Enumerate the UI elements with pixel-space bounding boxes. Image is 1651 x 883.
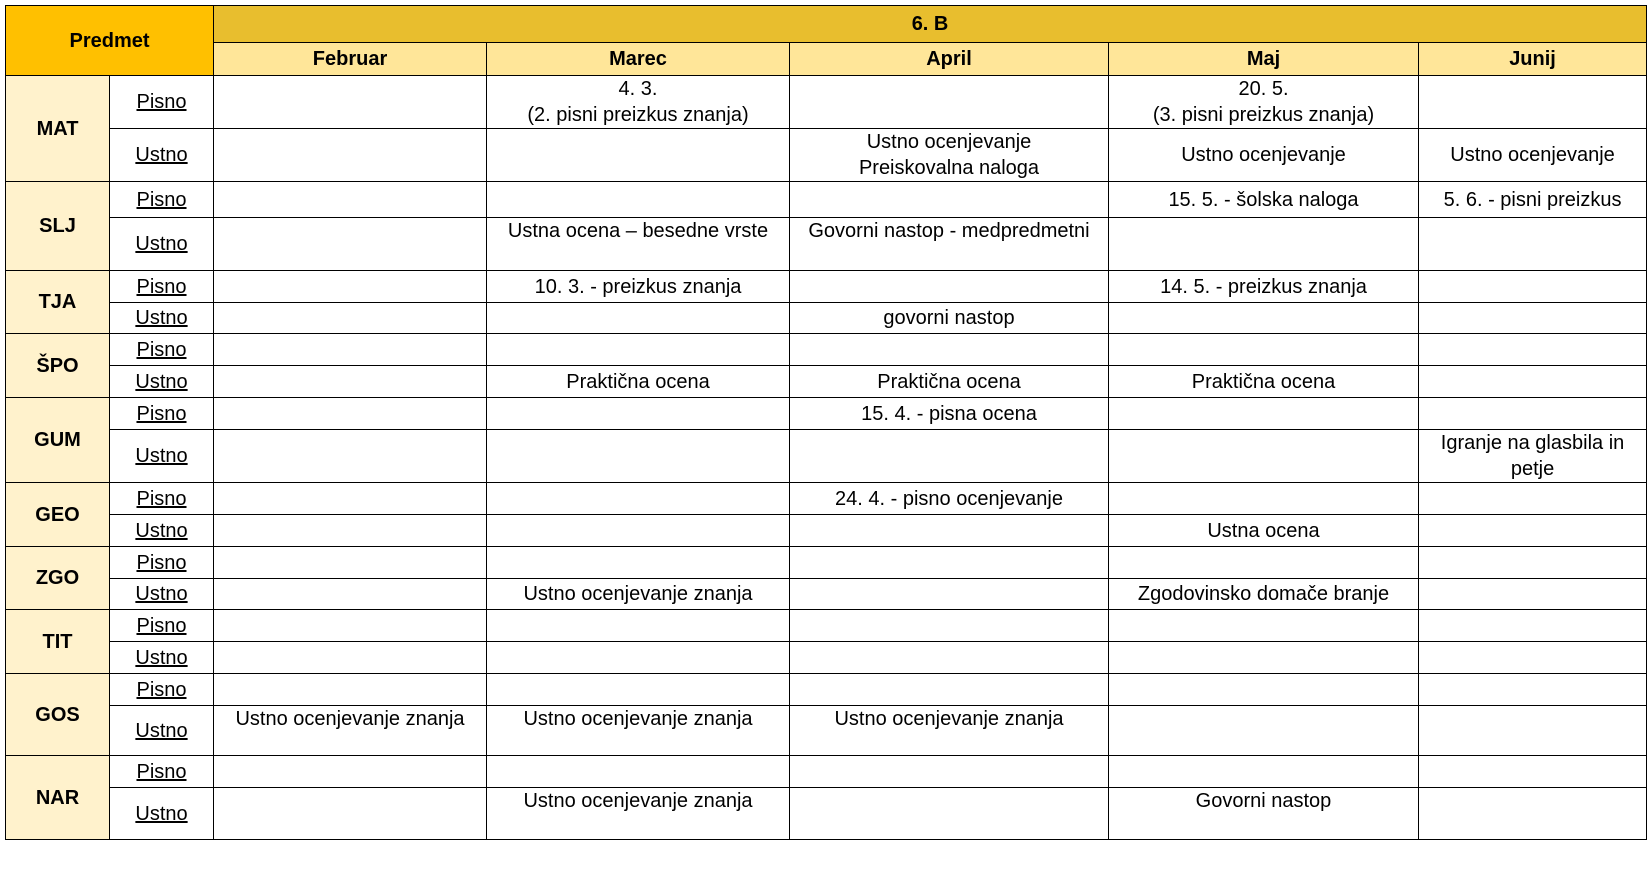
subject-label: MAT bbox=[6, 76, 110, 182]
schedule-cell bbox=[487, 303, 790, 334]
cell-text: Ustno ocenjevanje znanja bbox=[523, 708, 753, 730]
schedule-cell bbox=[487, 547, 790, 579]
subject-label: TIT bbox=[6, 610, 110, 674]
schedule-cell bbox=[1419, 579, 1647, 610]
schedule-cell bbox=[1419, 271, 1647, 303]
schedule-cell bbox=[214, 706, 487, 756]
cell-text: Govorni nastop bbox=[1195, 790, 1332, 812]
schedule-cell bbox=[214, 182, 487, 218]
table-row bbox=[6, 398, 1647, 430]
schedule-cell bbox=[1109, 674, 1419, 706]
cell-text: Ustno ocenjevanje bbox=[1181, 144, 1346, 166]
cell-text: Praktična ocena bbox=[1191, 370, 1336, 393]
cell-text: Zgodovinsko domače branje bbox=[1137, 583, 1390, 605]
schedule-cell bbox=[790, 515, 1109, 547]
schedule-cell bbox=[214, 218, 487, 271]
assessment-type: Pisno bbox=[110, 674, 214, 706]
schedule-cell bbox=[790, 579, 1109, 610]
assessment-type: Pisno bbox=[110, 271, 214, 303]
schedule-cell bbox=[1109, 271, 1419, 303]
schedule-cell bbox=[214, 271, 487, 303]
schedule-cell bbox=[790, 642, 1109, 674]
table-row bbox=[6, 610, 1647, 642]
schedule-cell bbox=[1419, 642, 1647, 674]
cell-text: 15. 5. - šolska naloga bbox=[1168, 188, 1359, 211]
cell-text: 20. 5. bbox=[1238, 78, 1289, 100]
schedule-cell bbox=[1109, 303, 1419, 334]
schedule-cell bbox=[1109, 579, 1419, 610]
cell-text: 24. 4. - pisno ocenjevanje bbox=[835, 487, 1063, 510]
subject-label: SLJ bbox=[6, 182, 110, 271]
assessment-type: Ustno bbox=[110, 579, 214, 610]
cell-text: 4. 3. bbox=[618, 78, 658, 100]
schedule-cell bbox=[214, 642, 487, 674]
schedule-cell bbox=[790, 674, 1109, 706]
schedule-cell bbox=[1419, 334, 1647, 366]
schedule-cell bbox=[487, 271, 790, 303]
schedule-cell bbox=[1419, 366, 1647, 398]
cell-text: petje bbox=[1510, 458, 1555, 480]
schedule-table bbox=[5, 5, 1647, 840]
schedule-cell bbox=[790, 483, 1109, 515]
schedule-cell bbox=[487, 483, 790, 515]
schedule-cell bbox=[1419, 706, 1647, 756]
schedule-cell bbox=[790, 76, 1109, 129]
cell-text: Praktična ocena bbox=[877, 370, 1021, 393]
schedule-cell bbox=[1419, 430, 1647, 483]
cell-text: Ustno ocenjevanje bbox=[866, 131, 1032, 153]
schedule-cell bbox=[1109, 334, 1419, 366]
schedule-cell bbox=[1109, 610, 1419, 642]
table-row bbox=[6, 788, 1647, 840]
table-row bbox=[6, 706, 1647, 756]
assessment-type: Ustno bbox=[110, 366, 214, 398]
subject-label: GOS bbox=[6, 674, 110, 756]
schedule-cell bbox=[214, 483, 487, 515]
cell-text: (2. pisni preizkus znanja) bbox=[527, 104, 749, 126]
assessment-type: Pisno bbox=[110, 547, 214, 579]
assessment-type: Pisno bbox=[110, 398, 214, 430]
schedule-cell bbox=[790, 334, 1109, 366]
schedule-cell bbox=[1109, 642, 1419, 674]
cell-text: 15. 4. - pisna ocena bbox=[861, 402, 1037, 425]
assessment-type: Pisno bbox=[110, 610, 214, 642]
table-row bbox=[6, 334, 1647, 366]
schedule-cell bbox=[1419, 788, 1647, 840]
schedule-cell bbox=[1109, 218, 1419, 271]
schedule-cell bbox=[214, 547, 487, 579]
schedule-cell bbox=[214, 788, 487, 840]
predmet-header: Predmet bbox=[6, 6, 214, 76]
schedule-cell bbox=[487, 366, 790, 398]
schedule-cell bbox=[1109, 182, 1419, 218]
schedule-cell bbox=[487, 515, 790, 547]
schedule-cell bbox=[487, 398, 790, 430]
schedule-cell bbox=[1419, 515, 1647, 547]
schedule-cell bbox=[1419, 182, 1647, 218]
month-header: April bbox=[790, 43, 1109, 76]
cell-text: Ustno ocenjevanje znanja bbox=[523, 790, 753, 812]
table-row bbox=[6, 756, 1647, 788]
schedule-cell bbox=[1109, 129, 1419, 182]
assessment-type: Ustno bbox=[110, 303, 214, 334]
schedule-cell bbox=[1419, 674, 1647, 706]
schedule-cell bbox=[1419, 610, 1647, 642]
schedule-cell bbox=[487, 642, 790, 674]
cell-text: Ustno ocenjevanje znanja bbox=[834, 708, 1064, 730]
schedule-cell bbox=[790, 756, 1109, 788]
schedule-cell bbox=[1109, 706, 1419, 756]
schedule-cell bbox=[1419, 303, 1647, 334]
schedule-cell bbox=[487, 334, 790, 366]
schedule-cell bbox=[487, 706, 790, 756]
assessment-type: Ustno bbox=[110, 430, 214, 483]
table-row bbox=[6, 579, 1647, 610]
schedule-cell bbox=[790, 271, 1109, 303]
schedule-cell bbox=[214, 76, 487, 129]
schedule-cell bbox=[487, 756, 790, 788]
schedule-cell bbox=[1419, 398, 1647, 430]
schedule-cell bbox=[1109, 76, 1419, 129]
assessment-type: Ustno bbox=[110, 706, 214, 756]
month-header: Februar bbox=[214, 43, 487, 76]
schedule-cell bbox=[487, 674, 790, 706]
schedule-cell bbox=[1109, 756, 1419, 788]
cell-text: Ustno ocenjevanje znanja bbox=[523, 583, 753, 605]
schedule-cell bbox=[487, 218, 790, 271]
cell-text: 5. 6. - pisni preizkus bbox=[1443, 188, 1622, 211]
subject-label: ZGO bbox=[6, 547, 110, 610]
cell-text: 10. 3. - preizkus znanja bbox=[534, 275, 742, 298]
cell-text: Igranje na glasbila in bbox=[1440, 432, 1625, 454]
table-row bbox=[6, 76, 1647, 129]
schedule-cell bbox=[1419, 76, 1647, 129]
schedule-cell bbox=[1419, 129, 1647, 182]
schedule-cell bbox=[487, 182, 790, 218]
assessment-type: Ustno bbox=[110, 642, 214, 674]
assessment-type: Ustno bbox=[110, 129, 214, 182]
schedule-cell bbox=[487, 788, 790, 840]
schedule-cell bbox=[790, 610, 1109, 642]
schedule-cell bbox=[1419, 756, 1647, 788]
cell-text: Ustno ocenjevanje znanja bbox=[235, 708, 465, 730]
table-row bbox=[6, 182, 1647, 218]
table-row bbox=[6, 271, 1647, 303]
schedule-cell bbox=[1109, 366, 1419, 398]
schedule-cell bbox=[214, 129, 487, 182]
assessment-type: Pisno bbox=[110, 483, 214, 515]
schedule-cell bbox=[790, 398, 1109, 430]
schedule-cell bbox=[790, 366, 1109, 398]
subject-label: GEO bbox=[6, 483, 110, 547]
schedule-cell bbox=[790, 182, 1109, 218]
assessment-type: Pisno bbox=[110, 182, 214, 218]
month-header: Marec bbox=[487, 43, 790, 76]
schedule-cell bbox=[214, 756, 487, 788]
cell-text: Govorni nastop - medpredmetni bbox=[808, 220, 1090, 242]
schedule-cell bbox=[214, 579, 487, 610]
schedule-cell bbox=[1109, 547, 1419, 579]
table-row bbox=[6, 303, 1647, 334]
table-row bbox=[6, 547, 1647, 579]
schedule-cell bbox=[214, 334, 487, 366]
schedule-cell bbox=[487, 579, 790, 610]
assessment-type: Pisno bbox=[110, 334, 214, 366]
schedule-cell bbox=[1109, 515, 1419, 547]
table-row bbox=[6, 366, 1647, 398]
table-row bbox=[6, 483, 1647, 515]
schedule-cell bbox=[214, 366, 487, 398]
table-row bbox=[6, 218, 1647, 271]
table-row bbox=[6, 674, 1647, 706]
subject-label: TJA bbox=[6, 271, 110, 334]
schedule-cell bbox=[1419, 547, 1647, 579]
cell-text: Ustno ocenjevanje bbox=[1450, 144, 1615, 166]
cell-text: 14. 5. - preizkus znanja bbox=[1160, 275, 1367, 298]
assessment-type: Ustno bbox=[110, 515, 214, 547]
schedule-cell bbox=[1419, 483, 1647, 515]
schedule-cell bbox=[790, 547, 1109, 579]
schedule-cell bbox=[487, 430, 790, 483]
schedule-cell bbox=[790, 303, 1109, 334]
subject-label: NAR bbox=[6, 756, 110, 840]
table-row bbox=[6, 515, 1647, 547]
cell-text: govorni nastop bbox=[883, 307, 1015, 329]
schedule-cell bbox=[1109, 788, 1419, 840]
assessment-type: Pisno bbox=[110, 756, 214, 788]
table-row bbox=[6, 642, 1647, 674]
schedule-cell bbox=[214, 303, 487, 334]
cell-text: Ustna ocena – besedne vrste bbox=[507, 220, 769, 242]
schedule-cell bbox=[487, 76, 790, 129]
schedule-cell bbox=[214, 430, 487, 483]
schedule-cell bbox=[790, 788, 1109, 840]
schedule-cell bbox=[487, 610, 790, 642]
cell-text: Praktična ocena bbox=[566, 370, 710, 393]
schedule-cell bbox=[214, 515, 487, 547]
month-header: Junij bbox=[1419, 43, 1647, 76]
assessment-type: Ustno bbox=[110, 788, 214, 840]
schedule-cell bbox=[214, 610, 487, 642]
class-title: 6. B bbox=[214, 6, 1647, 43]
table-row bbox=[6, 430, 1647, 483]
schedule-cell bbox=[214, 398, 487, 430]
schedule-cell bbox=[790, 706, 1109, 756]
schedule-cell bbox=[1109, 398, 1419, 430]
cell-text: Ustna ocena bbox=[1207, 519, 1320, 542]
assessment-type: Pisno bbox=[110, 76, 214, 129]
table-row bbox=[6, 129, 1647, 182]
schedule-cell bbox=[790, 430, 1109, 483]
subject-label: GUM bbox=[6, 398, 110, 483]
schedule-cell bbox=[790, 129, 1109, 182]
schedule-cell bbox=[1109, 430, 1419, 483]
cell-text: Preiskovalna naloga bbox=[858, 157, 1040, 179]
schedule-cell bbox=[1109, 483, 1419, 515]
cell-text: (3. pisni preizkus znanja) bbox=[1152, 104, 1375, 126]
schedule-cell bbox=[487, 129, 790, 182]
schedule-cell bbox=[214, 674, 487, 706]
subject-label: ŠPO bbox=[6, 334, 110, 398]
month-header: Maj bbox=[1109, 43, 1419, 76]
schedule-cell bbox=[790, 218, 1109, 271]
assessment-type: Ustno bbox=[110, 218, 214, 271]
schedule-cell bbox=[1419, 218, 1647, 271]
